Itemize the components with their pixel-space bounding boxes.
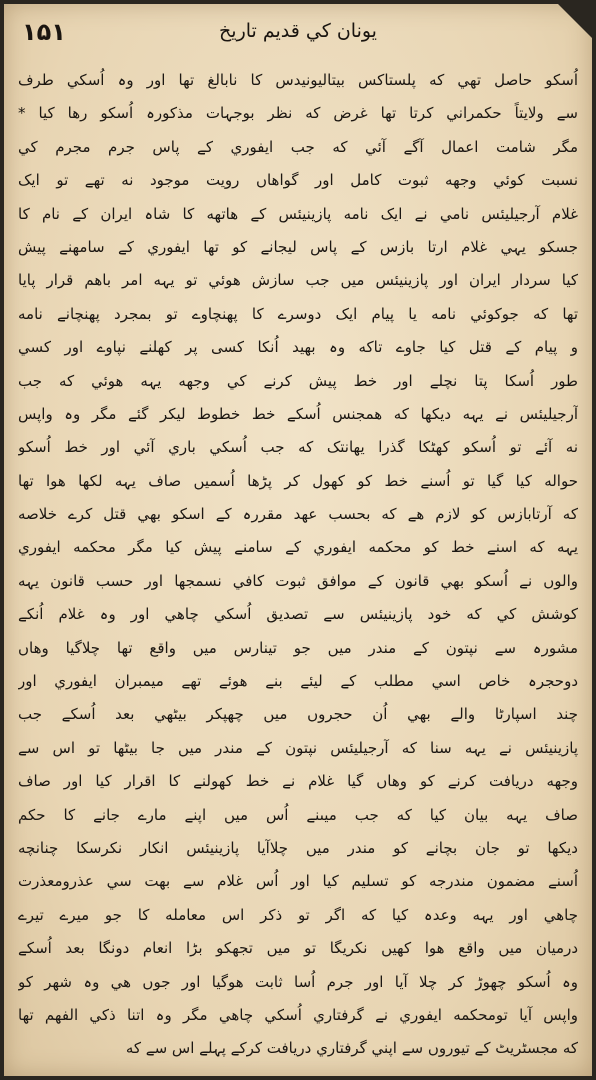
text-line: چاهي اور یہه وعدہ کیا که اگر تو ذکر اس معامله کا جو میرے تیرے (18, 905, 578, 924)
text-line: وہ اُسکو چهوڑ کر چلا آیا اور جرم اُسا ثابت هوگیا اور جوں هي وہ شهر کو (18, 972, 578, 991)
text-line: و پیام کے قتل کیا جاوے تاکه وہ بهید اُنکا کسی پر کهلنے نپاوے اور کسي (18, 338, 578, 357)
text-line: نه آئے تو اُسکو کهٹکا گذرا یهانتک که جب اُسکي باري آئي اور خط اُسکو (18, 438, 578, 457)
text-line: مشورہ سے نپتون کے مندر میں جو تینارس میں واقع تھا چلاگیا وهاں (18, 638, 578, 657)
text-line: مگر شامت اعمال آگے آئي که جب ایفوري کے پاس جرم مجرم کي (18, 137, 578, 156)
book-page (4, 4, 592, 1076)
text-line: کوشش کي که خود پازینیئس سے تصدیق اُسکي چاهي اور وہ غلام اُنکے (18, 605, 578, 624)
page-header (18, 18, 578, 52)
text-line: اُسکو حاصل تھي که پلستاکس بیتالیونیدس کا نابالغ تھا اور وہ اُسکي طرف (18, 71, 578, 89)
body-text (18, 64, 578, 1066)
text-line: والوں نے اُسکو بھي قانون کے موافق ثبوت کافي نسمجها اور حسب قانون یہه (18, 571, 578, 590)
text-line: وجهه دریافت کرنے کو وهاں گیا غلام نے خط کهولنے کا اقرار کیا اور صاف (18, 772, 578, 791)
text-line: دیکها تو جان بچانے کو مندر میں چلاآیا پازینیئس انکار نکرسکا چنانچه (18, 838, 578, 857)
text-line: چند اسپارٹا والے بھي اُن حجروں میں چهپکر بیٹھي بعد اُسکے جب (18, 705, 578, 724)
text-line: دوحجرہ خاص اسي مطلب کے لیئے بنے هوئے تھے میمبران ایفوري اور (18, 672, 578, 691)
text-line: پازینیئس نے یہه سنا که آرجیلیئس نپتون کے مندر میں جا بیٹھا تو اس سے (18, 738, 578, 757)
text-line: صاف یہه بیان کیا که جب میںنے اُس میں اپنے مارے جانے کا حکم (18, 805, 578, 824)
page-number: ۱۵۱ (22, 18, 66, 46)
text-line: اُسنے مضمون مندرجه کو تسلیم کیا اور اُس غلام سے بهت سي عذرومعذرت (18, 872, 578, 891)
text-line: واپس آیا تومحکمه ایفوري نے گرفتاري اُسکي چاهي مگر وہ اتنا ذکي الفهم تها (18, 1005, 578, 1024)
text-line: که آرتابازس کو لازم هے که بحسب عهد مقررہ کے اسکو بھي قتل کرے خلاصه (18, 505, 578, 524)
text-line: آرجیلیئس نے یہه دیکها که همجنس اُسکے خط خطوط لیکر گئے مگر وہ واپس (18, 404, 578, 423)
text-line: تھا که جوکوئي نامه یا پیام ایک دوسرے کا پهنچاوے تو بمجرد پهنچانے نامه (18, 304, 578, 323)
text-line: درمیان میں واقع هوا کهیں نکریگا تو میں تجهکو بڑا انعام دونگا بعد اُسکے (18, 939, 578, 958)
text-line: یہه که اسنے خط کو محکمه ایفوري کے سامنے پیش کیا مگر محکمه ایفوري (18, 538, 578, 557)
text-line: حواله کیا گیا تو اُسنے خط کو کهول کر پڑها اُسمیں صاف یہه لکها هوا تھا (18, 471, 578, 490)
text-line: غلام آرجیلیئس نامي نے ایک نامه پازینیئس کے هاتهه کا شاہ ایران کے نام کا (18, 204, 578, 223)
text-line: که مجسٹریٹ کے تیوروں سے اپني گرفتاري دریافت کرکے پہلے اس سے که (125, 1039, 578, 1058)
text-line: طور اُسکا پتا نچلے اور خط پیش کرنے کي وجهه یہه هوئي که جب (18, 371, 578, 390)
text-line: نسبت کوئي وجهه ثبوت کامل اور گواهاں رویت موجود نه تھے تو ایک (18, 171, 578, 190)
running-title: یونان کي قدیم تاریخ (219, 20, 377, 42)
text-line: سے ولایتاً حکمراني کرتا تھا غرض که نظر بوجہات مذکورہ اُسکو رھا کیا * (18, 104, 578, 123)
text-line: جسکو یہي غلام ارتا بازس کے پاس لیجانے کو تھا ایفوري کے سامهنے پیش (18, 237, 578, 256)
text-line: کیا سردار ایران اور پازینیئس میں جب سازش هوئي تو یہه امر باهم قرار پایا (18, 271, 578, 290)
